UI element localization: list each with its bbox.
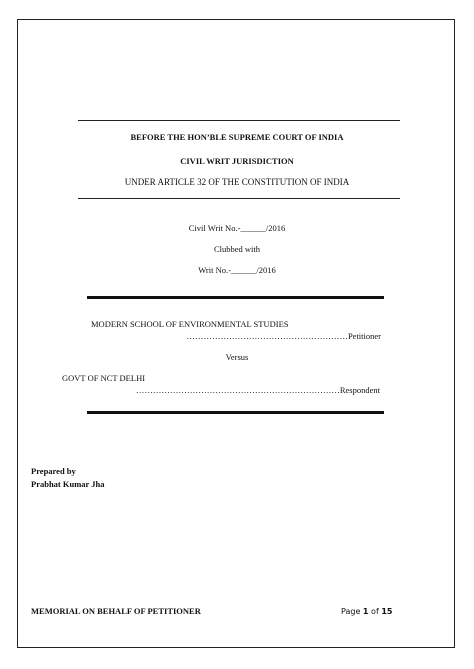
civil-writ-number: Civil Writ No.-______/2016 xyxy=(188,223,286,233)
document-page xyxy=(17,19,455,648)
parties-top-rule xyxy=(87,296,384,299)
page-number xyxy=(341,607,392,616)
respondent-label: ………………………………………………………………Respondent xyxy=(135,385,380,395)
writ-number: Writ No.-______/2016 xyxy=(198,265,276,275)
footer-title: MEMORIAL ON BEHALF OF PETITIONER xyxy=(31,606,201,616)
top-rule xyxy=(78,120,400,121)
article-heading: UNDER ARTICLE 32 OF THE CONSTITUTION OF INDIA xyxy=(124,177,350,187)
page-current: 1 xyxy=(362,607,369,616)
respondent-name: GOVT OF NCT DELHI xyxy=(62,373,146,383)
heading-rule xyxy=(78,198,400,199)
court-heading: BEFORE THE HON’BLE SUPREME COURT OF INDIA xyxy=(130,132,344,142)
clubbed-with: Clubbed with xyxy=(213,244,261,254)
versus-text: Versus xyxy=(225,352,249,362)
page-word: Page xyxy=(341,607,361,616)
parties-bottom-rule xyxy=(87,411,384,414)
petitioner-label: …………………………………………………Petitioner xyxy=(186,331,381,341)
page-total: 15 xyxy=(381,607,393,616)
page-of: of xyxy=(371,607,379,616)
petitioner-name: MODERN SCHOOL OF ENVIRONMENTAL STUDIES xyxy=(91,319,289,329)
preparer-name: Prabhat Kumar Jha xyxy=(31,479,105,489)
prepared-by-label: Prepared by xyxy=(31,466,76,476)
jurisdiction-heading: CIVIL WRIT JURISDICTION xyxy=(180,156,294,166)
